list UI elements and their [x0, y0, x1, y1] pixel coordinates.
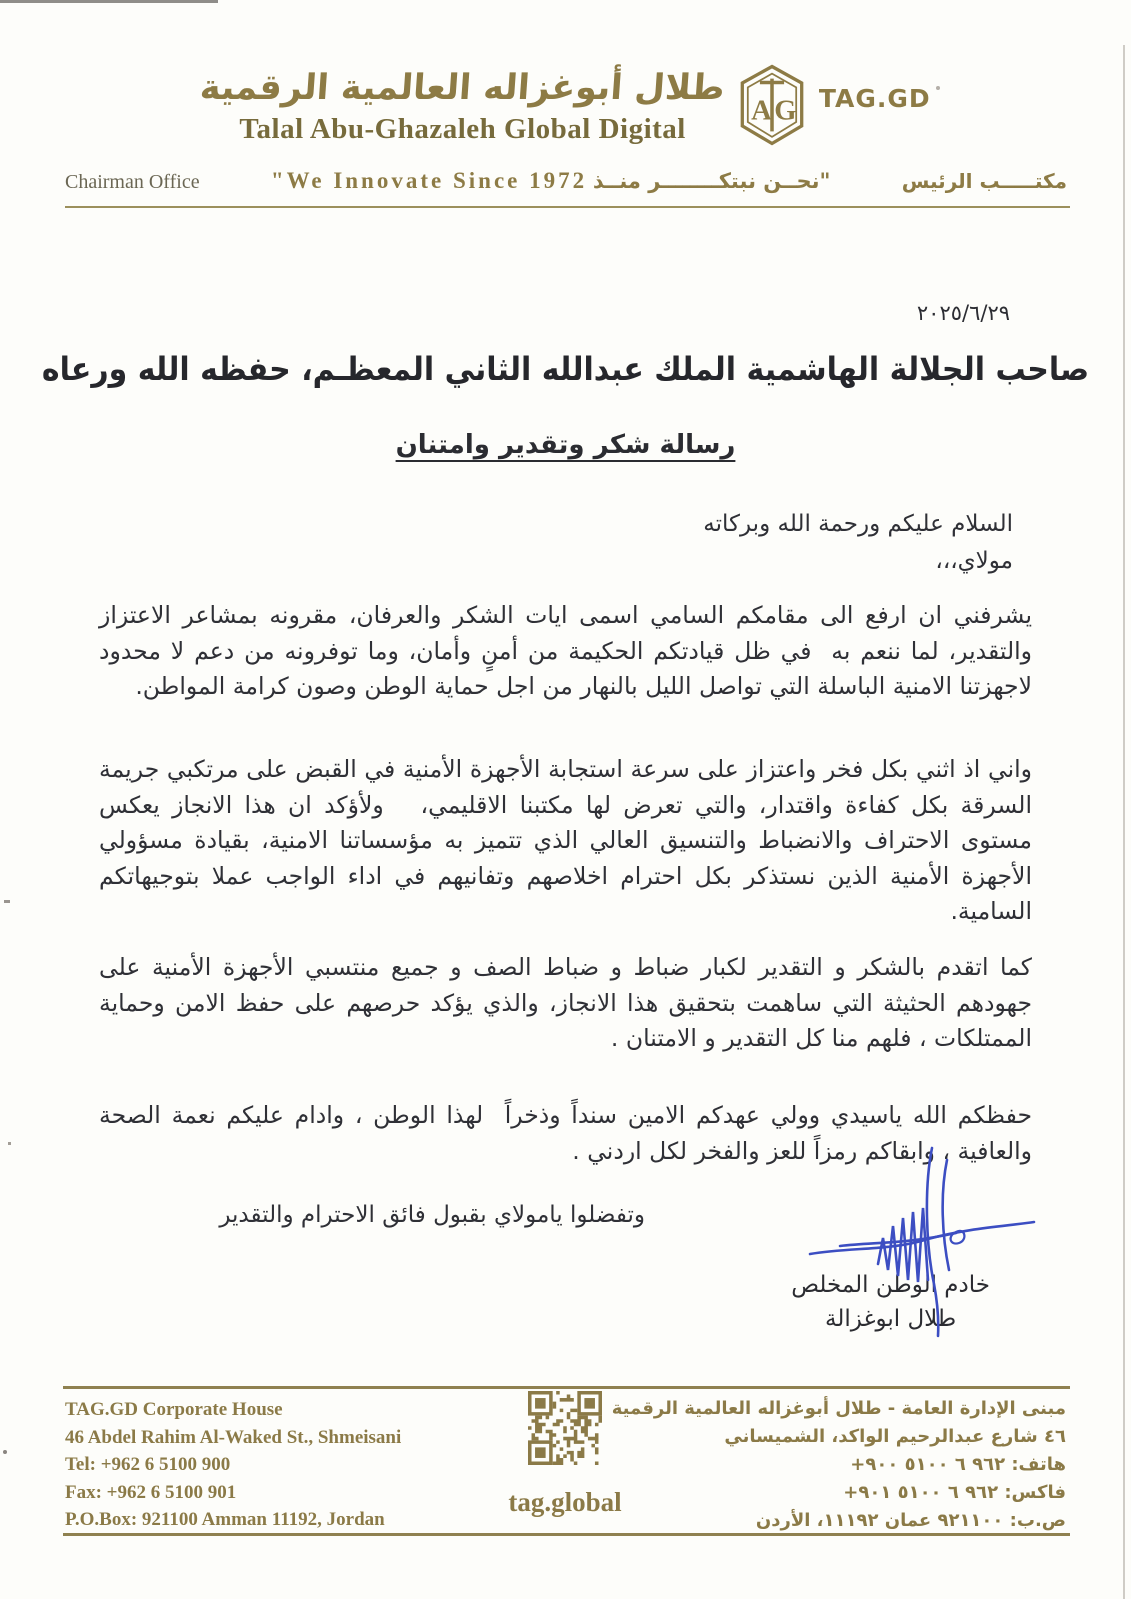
letter-date: ٢٠٢٥/٦/٢٩ [916, 301, 1010, 325]
paragraph-3: كما اتقدم بالشكر و التقدير لكبار ضباط و ضباط الصف و جميع منتسبي الأجهزة الأمنية على جهودهم الحثيثة التي ساهمت بتحقيق هذا الانجاز، والذي يؤكد حرصهم على حفظ الامن وحماية الممتلكات ، فلهم منا كل التقدير و الامتنان . [99, 953, 1032, 1052]
footer-en-line: 46 Abdel Rahim Al-Waked St., Shmeisani [65, 1426, 402, 1448]
brand-acronym: TAG.GD [818, 83, 931, 113]
paragraph-4: حفظكم الله ياسيدي وولي عهدكم الامين سنداً وذخراً لهذا الوطن ، وادام عليكم نعمة الصحة والعافية ، وابقاكم رمزاً للعز والفخر لكل اردني . [99, 1101, 1032, 1165]
footer-website: tag.global [508, 1487, 622, 1517]
footer-address-en [65, 1396, 401, 1534]
chairman-office-label-ar: مكتـــــب الرئيس [901, 169, 1067, 193]
scan-artifact [8, 1142, 11, 1145]
letterhead [0, 55, 1131, 155]
footer-divider-bottom [63, 1533, 1070, 1536]
footer-address-ar [612, 1395, 1066, 1535]
subject-line: رسالة شكر وتقدير وامتنان [395, 430, 736, 460]
footer-ar-line: مبنى الإدارة العامة - طلال أبوغزاله العالمية الرقمية [611, 1398, 1066, 1419]
footer-en-line: Fax: +962 6 5100 901 [65, 1481, 237, 1503]
salutation-line2: مولاي،،، [935, 548, 1013, 574]
recipient-line: صاحب الجلالة الهاشمية الملك عبدالله الثاني المعظـم، حفظه الله ورعاه [41, 350, 1090, 389]
footer-en-line: P.O.Box: 921100 Amman 11192, Jordan [65, 1509, 385, 1530]
signature-title: خادم الوطن المخلص [791, 1272, 990, 1298]
scan-artifact [0, 0, 218, 3]
scan-artifact [4, 900, 10, 903]
paragraph-1: يشرفني ان ارفع الى مقامكم السامي اسمى ايات الشكر والعرفان، مقرونه بمشاعر الاعتزاز والتقدير، لما ننعم به في ظل قيادتكم الحكيمة من أمنٍ وأمان، وما توفرونه من دعم لا محدود لاجهزتنا الامنية الباسلة التي تواصل الليل بالنهار من اجل حماية الوطن وصون كرامة المواطن. [99, 601, 1032, 700]
footer-ar-line: ٤٦ شارع عبدالرحيم الواكد، الشميساني [724, 1426, 1066, 1447]
brand-name-arabic: طلال أبوغزاله العالمية الرقمية [198, 68, 727, 108]
scan-artifact [1123, 45, 1125, 1599]
scan-artifact [3, 1450, 7, 1454]
tag-shield-logo-icon [739, 55, 805, 155]
footer-divider-top [63, 1386, 1070, 1389]
signature-name: طلال ابوغزالة [825, 1306, 957, 1332]
header-divider [65, 206, 1070, 208]
salutation-line1: السلام عليكم ورحمة الله وبركاته [703, 511, 1013, 537]
tagline-row [65, 168, 1067, 194]
qr-code [528, 1391, 602, 1465]
footer-en-line: TAG.GD Corporate House [65, 1399, 283, 1420]
footer-ar-line: فاكس: +٩٦٢ ٦ ٥١٠٠ ٩٠١ [843, 1482, 1066, 1503]
salutation [703, 506, 1013, 580]
tagline-english: "We Innovate Since 1972 [270, 168, 588, 193]
footer-phone-number: +٩٦٢ ٦ ٥١٠٠ ٩٠٠ [850, 1454, 1006, 1475]
paragraph-2: واني اذ اثني بكل فخر واعتزاز على سرعة استجابة الأجهزة الأمنية في القبض على مرتكبي جريمة السرقة بكل كفاءة واقتدار، والتي تعرض لها مكتبنا الاقليمي، ولأؤكد ان هذا الانجاز يعكس مستوى الاحتراف والانضباط والتنسيق العالي الذي تتميز به مؤسساتنا الامنية، بقيادة مسؤولي الأجهزة الأمنية الذين نستذكر بكل احترام اخلاصهم وتفانيهم في اداء الواجب عملا بتوجيهاتكم السامية. [99, 755, 1032, 925]
logo-letter-a: A [751, 95, 772, 127]
logo-letter-g: G [774, 95, 797, 127]
footer-fax-number: +٩٦٢ ٦ ٥١٠٠ ٩٠١ [843, 1482, 999, 1503]
signature-block [791, 1268, 990, 1336]
brand-name-english: Talal Abu-Ghazaleh Global Digital [239, 113, 686, 145]
footer-ar-line: هاتف: +٩٦٢ ٦ ٥١٠٠ ٩٠٠ [850, 1454, 1066, 1475]
footer-ar-line: ص.ب: ٩٢١١٠٠ عمان ١١١٩٢، الأردن [755, 1510, 1066, 1531]
footer-en-line: Tel: +962 6 5100 900 [65, 1454, 231, 1475]
closing-line: وتفضلوا يامولاي بقبول فائق الاحترام والتقدير [219, 1202, 645, 1228]
tagline-arabic: "نحــن نبتكــــــــر منــذ [592, 169, 831, 193]
chairman-office-label-en: Chairman Office [65, 171, 200, 193]
